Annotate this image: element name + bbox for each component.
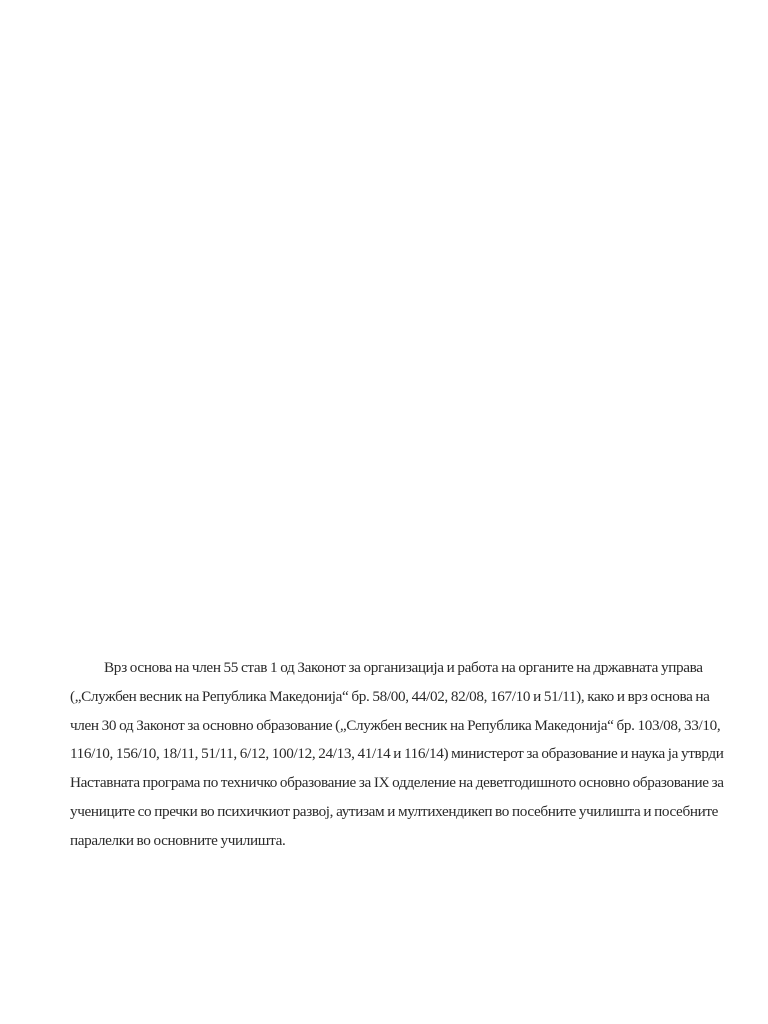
paragraph-line-4: 116/10, 156/10, 18/11, 51/11, 6/12, 100/12, 24/13, 41/14 и 116/14) министерот за образование и наука ја утврди [70, 745, 724, 763]
paragraph-line-7: паралелки во основните училишта. [70, 831, 286, 849]
paragraph-line-2: („Службен весник на Република Македонија“ бр. 58/00, 44/02, 82/08, 167/10 и 51/11), како и врз основа на [70, 687, 710, 705]
paragraph-line-3: член 30 од Законот за основно образование („Службен весник на Република Македонија“ бр. 103/08, 33/10, [70, 716, 721, 734]
preamble-paragraph [70, 654, 724, 856]
paragraph-line-6: учениците со пречки во психичкиот развој, аутизам и мултихендикеп во посебните училишта и посебните [70, 802, 719, 820]
paragraph-line-5: Наставната програма по техничко образование за IX одделение на деветгодишното основно образование за [70, 774, 724, 792]
paragraph-line-1: Врз основа на член 55 став 1 од Законот за организација и работа на органите на државната управа [104, 659, 703, 676]
